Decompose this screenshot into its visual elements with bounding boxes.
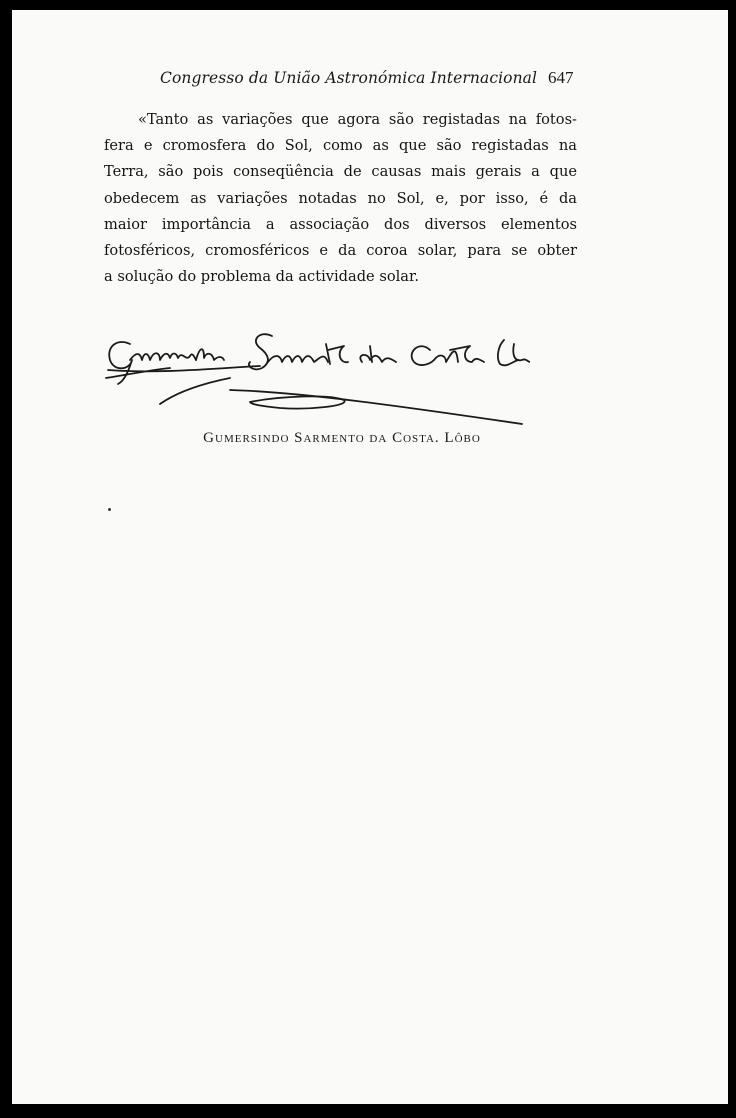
paragraph-line: maior importância a associação dos diversos elementos [104,215,577,233]
paragraph-line: «Tanto as variações que agora são registadas na fotos- [138,111,577,128]
paragraph-line: fotosféricos, cromosféricos e da coroa solar, para se obter [104,241,577,259]
page-number: 647 [548,68,574,87]
running-title: Congresso da União Astronómica Internacional [160,69,538,87]
page-header [12,69,728,95]
paragraph-line: Terra, são pois conseqüência de causas mais gerais a que [104,163,577,181]
handwritten-signature [100,322,530,434]
signatory-name: Gumersindo Sarmento da Costa. Lôbo [203,430,481,446]
paragraph-line: a solução do problema da actividade solar. [104,268,419,286]
paragraph-line: obedecem as variações notadas no Sol, e, por isso, é da [104,189,577,207]
document-page [12,10,728,1104]
print-speck [108,508,111,511]
paragraph-line: fera e cromosfera do Sol, como as que são registadas na [104,137,577,155]
body-paragraph [104,107,577,290]
